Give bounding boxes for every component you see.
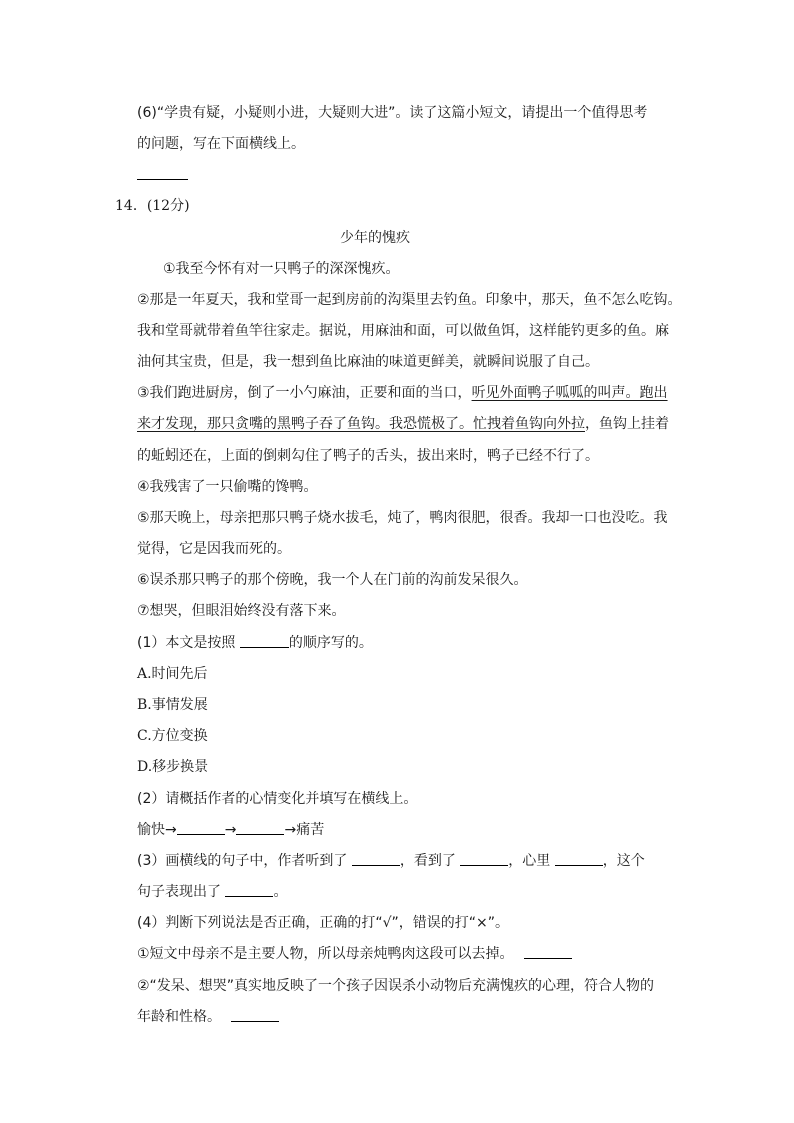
paragraph-1: ①我至今怀有对一只鸭子的深深愧疚。 [163, 261, 400, 277]
sub3-blank-felt[interactable] [555, 851, 603, 866]
sub3-text: ，心里 [508, 853, 551, 869]
sub4-item2-line1: ②“发呆、想哭”真实地反映了一个孩子因误杀小动物后充满愧疚的心理，符合人物的 [137, 978, 655, 994]
sub4-item2-text: 年龄和性格。 [137, 1009, 221, 1025]
option-a[interactable]: A.时间先后 [137, 666, 208, 682]
passage-title: 少年的愧疚 [340, 230, 410, 246]
mood-start: 愉快 [137, 822, 165, 838]
paragraph-2-line3: 油何其宝贵，但是，我一想到鱼比麻油的味道更鲜美，就瞬间说服了自己。 [137, 354, 599, 370]
sub4-item1 [137, 944, 572, 964]
paragraph-7: ⑦想哭，但眼泪始终没有落下来。 [137, 603, 346, 619]
sub3-text: 。 [273, 884, 288, 900]
q6-answer-blank[interactable] [137, 165, 188, 185]
sub3-text: ，这个 [602, 853, 645, 869]
paragraph-2-line2: 我和堂哥就带着鱼竿往家走。据说，用麻油和面，可以做鱼饵，这样能钓更多的鱼。麻 [137, 323, 669, 339]
sub3-text: ，看到了 [399, 853, 456, 869]
q6-line1: (6)“学贵有疑，小疑则小进，大疑则大进”。读了这篇小短文，请提出一个值得思考 [137, 105, 648, 121]
sub3-text: (3）画横线的句子中，作者听到了 [137, 853, 348, 869]
paragraph-3-line3: 的蚯蚓还在，上面的倒刺勾住了鸭子的舌头，拔出来时，鸭子已经不行了。 [137, 448, 599, 464]
arrow-right-icon: → [165, 822, 177, 838]
sub3-blank-heard[interactable] [352, 851, 400, 866]
paragraph-3-line2 [137, 414, 669, 434]
underlined-sentence: 来才发现，那只贪嘴的黑鸭子吞了鱼钩。我恐慌极了。忙拽着鱼钩向外拉 [137, 416, 585, 432]
mood-blank-2[interactable] [236, 820, 284, 835]
option-c[interactable]: C.方位变换 [137, 728, 208, 744]
sub4-stem: (4）判断下列说法是否正确，正确的打“√”，错误的打“×”。 [137, 915, 510, 931]
sub4-item1-text: ①短文中母亲不是主要人物，所以母亲炖鸭肉这段可以去掉。 [137, 946, 514, 962]
underlined-sentence: 听见外面鸭子呱呱的叫声。跑出 [471, 385, 668, 401]
option-d[interactable]: D.移步换景 [137, 759, 209, 775]
q14-header: 14．(12分) [115, 198, 190, 214]
paragraph-2-line1: ②那是一年夏天，我和堂哥一起到房前的沟渠里去钓鱼。印象中，那天，鱼不怎么吃钩。 [137, 292, 682, 308]
mood-end: 痛苦 [296, 822, 325, 838]
option-b[interactable]: B.事情发展 [137, 697, 208, 713]
paragraph-5-line2: 觉得，它是因我而死的。 [137, 541, 291, 557]
sub4-item2-line2 [137, 1007, 279, 1027]
sub1-stem-text: (1）本文是按照 [137, 635, 236, 651]
paragraph-6: ⑥误杀那只鸭子的那个傍晚，我一个人在门前的沟前发呆很久。 [137, 572, 528, 588]
paragraph-3-text: ，鱼钩上挂着 [585, 416, 669, 432]
sub4-item1-blank[interactable] [524, 944, 572, 959]
sub4-item2-blank[interactable] [231, 1007, 279, 1022]
sub3-text: 句子表现出了 [137, 884, 221, 900]
paragraph-3-text: ③我们跑进厨房，倒了一小勺麻油，正要和面的当口， [137, 385, 472, 401]
mood-blank-1[interactable] [177, 820, 225, 835]
sub1-answer-blank[interactable] [240, 633, 289, 648]
arrow-right-icon: → [224, 822, 237, 838]
paragraph-4: ④我残害了一只偷嘴的馋鸭。 [137, 479, 318, 495]
q6-line2: 的问题，写在下面横线上。 [137, 136, 305, 152]
sub1-stem [137, 633, 373, 653]
paragraph-5-line1: ⑤那天晚上，母亲把那只鸭子烧水拔毛，炖了，鸭肉很肥，很香。我却一口也没吃。我 [137, 510, 668, 526]
sub3-line2 [137, 882, 287, 902]
paragraph-3-line1 [137, 383, 668, 403]
sub1-stem-text: 的顺序写的。 [288, 635, 373, 651]
sub3-blank-showed[interactable] [225, 882, 273, 897]
sub2-mood-chain [137, 820, 324, 840]
answer-line[interactable] [137, 165, 188, 180]
sub3-blank-saw[interactable] [460, 851, 508, 866]
sub2-stem: (2）请概括作者的心情变化并填写在横线上。 [137, 791, 418, 807]
arrow-right-icon: → [284, 822, 297, 838]
sub3-line1 [137, 851, 645, 871]
